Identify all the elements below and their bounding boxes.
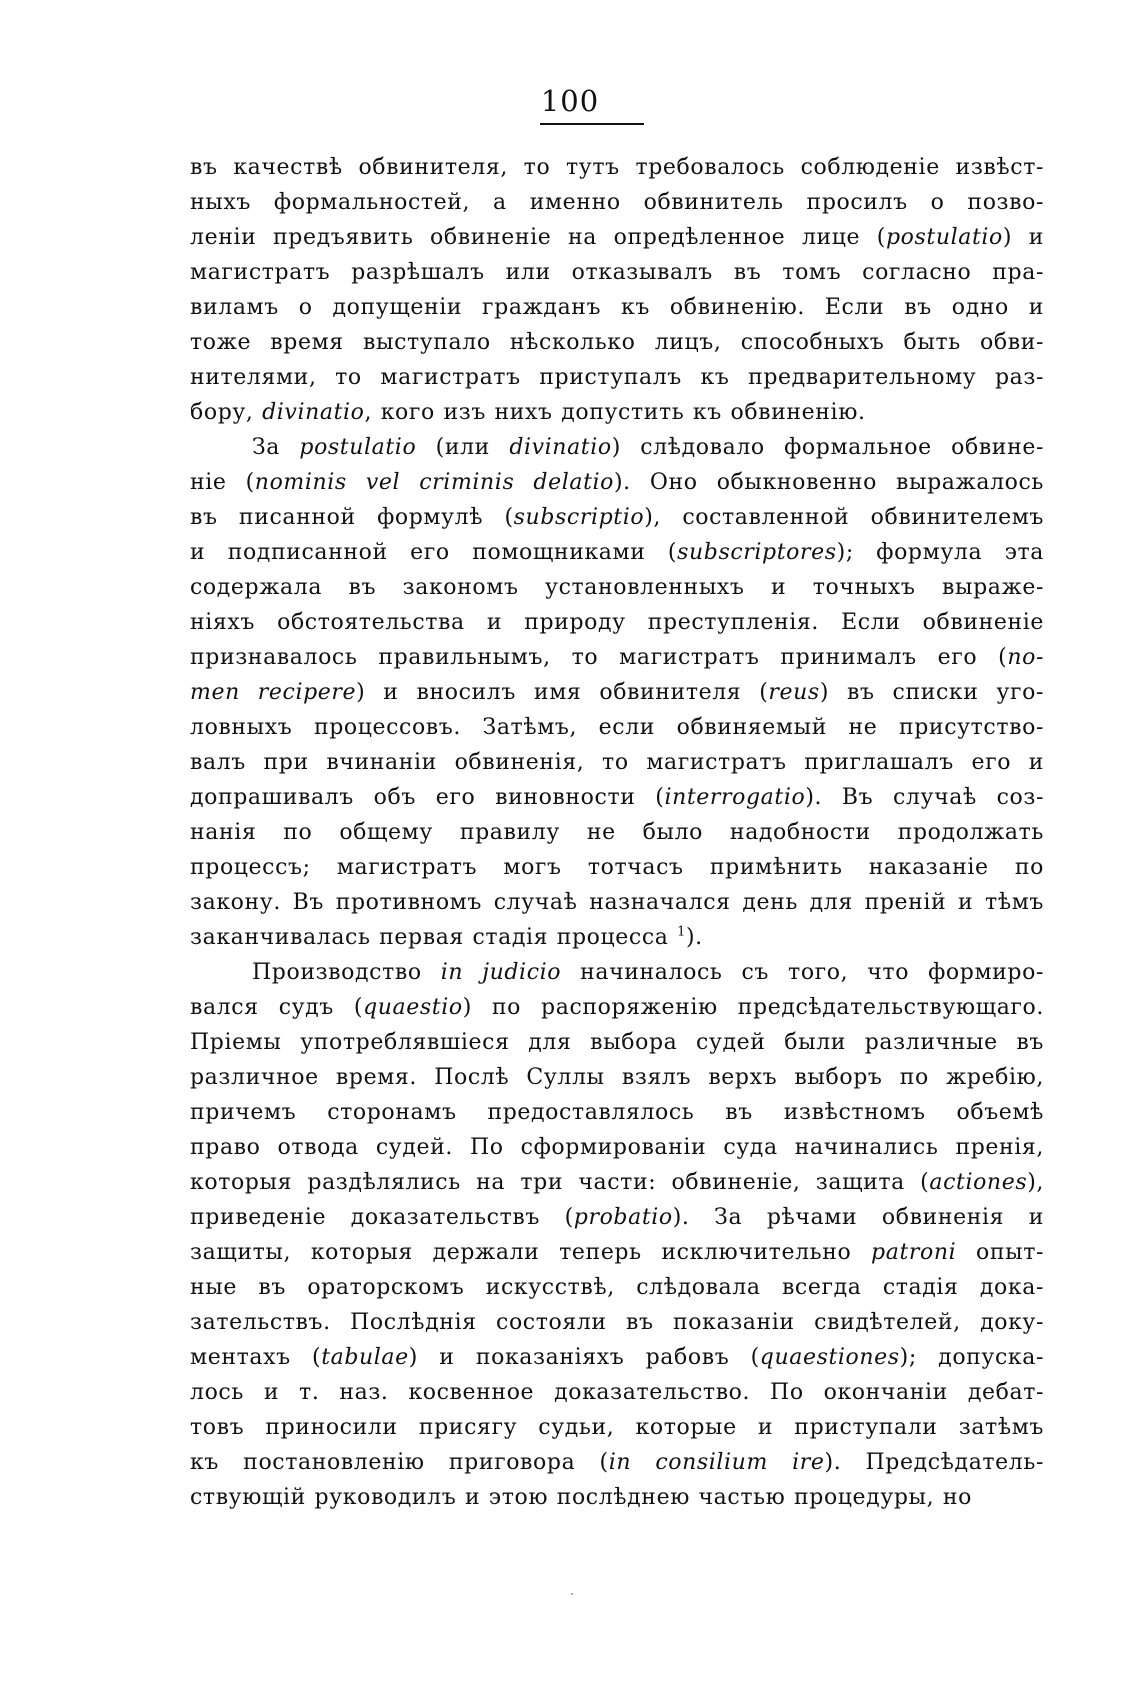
text-run: къ постановленію приговора ( <box>190 1450 609 1475</box>
text-line <box>190 1445 1044 1480</box>
latin-term: subscriptores <box>677 540 837 565</box>
text-run: ) въ списки уго- <box>819 680 1045 705</box>
latin-term: quaestio <box>363 995 463 1020</box>
text-line <box>190 920 1044 955</box>
text-line <box>190 1130 1044 1165</box>
text-line <box>190 1305 1044 1340</box>
text-line <box>190 1270 1044 1305</box>
text-line <box>190 1235 1044 1270</box>
text-line <box>190 395 1044 430</box>
text-line <box>190 780 1044 815</box>
text-run: лось и т. наз. косвенное доказательство. По окончаніи дебат- <box>190 1380 1044 1405</box>
text-line <box>190 500 1044 535</box>
text-run: (или <box>416 435 510 460</box>
text-run: Производство <box>252 960 441 985</box>
paragraph <box>190 955 1044 1515</box>
text-run: бору, <box>190 400 263 425</box>
latin-term: quaestiones <box>759 1345 900 1370</box>
latin-term: postulatio <box>885 225 1003 250</box>
latin-term: subscriptio <box>513 505 645 530</box>
text-run: ) по распоряженію предсѣдательствующаго. <box>462 995 1044 1020</box>
text-run: ); формула эта <box>836 540 1045 565</box>
text-run: ), <box>1027 1170 1044 1195</box>
text-run: виламъ о допущеніи гражданъ къ обвиненію. Если въ одно и <box>190 295 1044 320</box>
text-run: защиты, которыя держали теперь исключительно <box>190 1240 872 1265</box>
text-run: , кого изъ нихъ допустить къ обвиненію. <box>364 400 866 425</box>
page-number: 100 <box>540 84 600 118</box>
text-line <box>190 885 1044 920</box>
text-run: процессъ; магистратъ могъ тотчасъ примѣнить наказаніе по <box>190 855 1044 880</box>
text-line <box>190 1025 1044 1060</box>
latin-term: in judicio <box>440 960 562 985</box>
text-line <box>190 360 1044 395</box>
text-run: ніяхъ обстоятельства и природу преступленія. Если обвиненіе <box>190 610 1044 635</box>
text-run: ), составленной обвинителемъ <box>644 505 1045 530</box>
text-line <box>190 150 1044 185</box>
text-line <box>190 1410 1044 1445</box>
text-line <box>190 290 1044 325</box>
text-line <box>190 955 1044 990</box>
text-run: содержала въ закономъ установленныхъ и точныхъ выраже- <box>190 575 1044 600</box>
text-run: опыт- <box>956 1240 1044 1265</box>
text-run: ). Оно обыкновенно выражалось <box>614 470 1044 495</box>
text-run: нителями, то магистратъ приступалъ къ предварительному раз- <box>190 365 1044 390</box>
text-line <box>190 430 1044 465</box>
text-run: ). <box>685 925 703 950</box>
page-number-rule <box>540 123 644 125</box>
text-run: ). Предсѣдатель- <box>824 1450 1044 1475</box>
text-run: допрашивалъ объ его виновности ( <box>190 785 665 810</box>
text-run: различное время. Послѣ Суллы взялъ верхъ выборъ по жребію, <box>190 1065 1044 1090</box>
paragraph <box>190 430 1044 955</box>
text-run: признавалось правильнымъ, то магистратъ принималъ его ( <box>190 645 1008 670</box>
text-run: приведеніе доказательствъ ( <box>190 1205 574 1230</box>
text-line <box>190 1340 1044 1375</box>
text-run: право отвода судей. По сформированіи суда начинались пренія, <box>190 1135 1044 1160</box>
text-line <box>190 640 1044 675</box>
text-line <box>190 570 1044 605</box>
text-run: въ качествѣ обвинителя, то тутъ требовалось соблюденіе извѣст- <box>190 155 1044 180</box>
latin-term: interrogatio <box>664 785 806 810</box>
latin-term: actiones <box>929 1170 1028 1195</box>
text-run: ). За рѣчами обвиненія и <box>672 1205 1044 1230</box>
latin-term: in consilium ire <box>608 1450 825 1475</box>
text-line <box>190 745 1044 780</box>
text-run: ніе ( <box>190 470 255 495</box>
text-line <box>190 185 1044 220</box>
text-line <box>190 1375 1044 1410</box>
latin-term: reus <box>768 680 820 705</box>
text-run: ). Въ случаѣ соз- <box>805 785 1044 810</box>
text-run: ) и показаніяхъ рабовъ ( <box>408 1345 760 1370</box>
latin-term: patroni <box>871 1240 957 1265</box>
text-line <box>190 1165 1044 1200</box>
text-run: леніи предъявить обвиненіе на опредѣленное лице ( <box>190 225 886 250</box>
text-run: ) слѣдовало формальное обвине- <box>611 435 1044 460</box>
text-run: За <box>252 435 300 460</box>
latin-term: divinatio <box>509 435 612 460</box>
text-run: тоже время выступало нѣсколько лицъ, способныхъ быть обви- <box>190 330 1044 355</box>
text-line <box>190 675 1044 710</box>
latin-term: nominis vel criminis delatio <box>254 470 614 495</box>
text-line <box>190 1060 1044 1095</box>
text-line <box>190 605 1044 640</box>
text-run: магистратъ разрѣшалъ или отказывалъ въ томъ согласно пра- <box>190 260 1044 285</box>
text-line <box>190 710 1044 745</box>
text-run: и подписанной его помощниками ( <box>190 540 678 565</box>
text-line <box>190 255 1044 290</box>
text-run: ствующій руководилъ и этою послѣднею частью процедуры, но <box>190 1485 972 1510</box>
text-line <box>190 1480 1044 1515</box>
text-run: товъ приносили присягу судьи, которые и приступали затѣмъ <box>190 1415 1044 1440</box>
text-run: ловныхъ процессовъ. Затѣмъ, если обвиняемый не присутство- <box>190 715 1044 740</box>
text-run: нанія по общему правилу не было надобности продолжать <box>190 820 1044 845</box>
paper-speck <box>571 1593 573 1595</box>
text-line <box>190 220 1044 255</box>
text-run: валъ при вчинаніи обвиненія, то магистратъ приглашалъ его и <box>190 750 1044 775</box>
text-run: закону. Въ противномъ случаѣ назначался день для преній и тѣмъ <box>190 890 1044 915</box>
latin-term: tabulae <box>321 1345 409 1370</box>
text-run: Пріемы употреблявшіеся для выбора судей были различные въ <box>190 1030 1044 1055</box>
text-run: которыя раздѣлялись на три части: обвиненіе, защита ( <box>190 1170 930 1195</box>
body-text <box>190 150 1044 1515</box>
text-run: въ писанной формулѣ ( <box>190 505 514 530</box>
text-line <box>190 850 1044 885</box>
text-line <box>190 465 1044 500</box>
text-line <box>190 990 1044 1025</box>
text-run: зательствъ. Послѣднія состояли въ показаніи свидѣтелей, доку- <box>190 1310 1044 1335</box>
text-line <box>190 535 1044 570</box>
latin-term: divinatio <box>262 400 365 425</box>
text-run: ); допуска- <box>899 1345 1044 1370</box>
text-run: ные въ ораторскомъ искусствѣ, слѣдовала всегда стадія дока- <box>190 1275 1044 1300</box>
latin-term: postulatio <box>299 435 417 460</box>
text-run: ментахъ ( <box>190 1345 322 1370</box>
text-run: причемъ сторонамъ предоставлялось въ извѣстномъ объемѣ <box>190 1100 1044 1125</box>
text-line <box>190 1200 1044 1235</box>
latin-term: men recipere <box>190 680 357 705</box>
paragraph <box>190 150 1044 430</box>
text-run: вался судъ ( <box>190 995 364 1020</box>
text-run: ) и <box>1002 225 1044 250</box>
text-run: ) и вносилъ имя обвинителя ( <box>356 680 769 705</box>
text-run: начиналось съ того, что формиро- <box>561 960 1044 985</box>
text-line <box>190 1095 1044 1130</box>
text-run: ныхъ формальностей, а именно обвинитель просилъ о позво- <box>190 190 1044 215</box>
latin-term: no- <box>1007 645 1044 670</box>
text-line <box>190 325 1044 360</box>
latin-term: probatio <box>573 1205 673 1230</box>
text-line <box>190 815 1044 850</box>
footnote-marker: 1 <box>677 924 686 940</box>
text-run: заканчивалась первая стадія процесса <box>190 925 678 950</box>
